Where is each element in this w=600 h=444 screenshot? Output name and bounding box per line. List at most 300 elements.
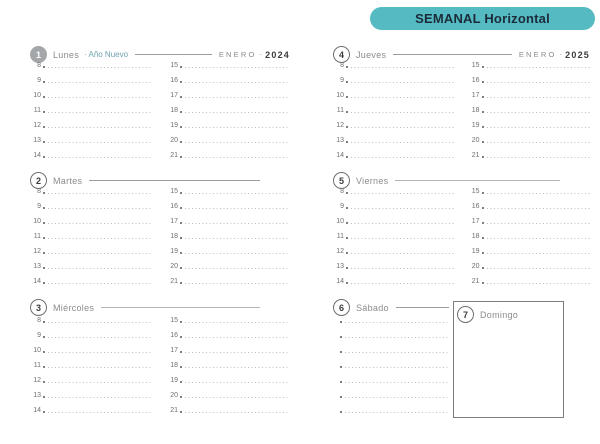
slot-line xyxy=(30,137,153,145)
slot-line xyxy=(338,351,449,355)
slot-line xyxy=(30,92,153,100)
dotted-writing-line xyxy=(351,97,455,98)
slot-line xyxy=(30,407,153,415)
bullet-dot-icon xyxy=(346,81,348,83)
bullet-dot-icon xyxy=(43,141,45,143)
dotted-writing-line xyxy=(487,157,591,158)
time-slot-row xyxy=(30,256,290,271)
hour-label: 15 xyxy=(471,62,480,69)
dotted-writing-line xyxy=(351,208,455,209)
bullet-dot-icon xyxy=(180,411,182,413)
bullet-dot-icon xyxy=(180,96,182,98)
hour-label: 11 xyxy=(33,233,41,240)
dotted-writing-line xyxy=(185,352,290,353)
dotted-writing-line xyxy=(185,337,290,338)
dotted-writing-line xyxy=(345,337,449,338)
hour-label: 8 xyxy=(37,62,41,69)
bullet-dot-icon xyxy=(180,207,182,209)
dotted-writing-line xyxy=(48,253,153,254)
time-slot-row xyxy=(333,145,590,160)
hour-label: 10 xyxy=(33,218,41,225)
hour-label: 12 xyxy=(33,377,41,384)
bullet-dot-icon xyxy=(180,381,182,383)
time-slot-row xyxy=(333,211,590,226)
dotted-writing-line xyxy=(487,142,591,143)
hour-label: 11 xyxy=(336,107,344,114)
slot-line xyxy=(30,218,153,226)
hour-label: 11 xyxy=(33,107,41,114)
slot-line xyxy=(167,377,290,385)
bullet-dot-icon xyxy=(180,222,182,224)
bullet-dot-icon xyxy=(346,141,348,143)
domingo-box xyxy=(453,301,564,418)
slot-line xyxy=(30,77,153,85)
hour-label: 11 xyxy=(33,362,41,369)
time-slot-row xyxy=(333,70,590,85)
slot-line xyxy=(167,407,290,415)
day-name-label: Domingo xyxy=(480,309,519,320)
time-slot-row xyxy=(30,211,290,226)
bullet-dot-icon xyxy=(482,96,484,98)
dotted-writing-line xyxy=(48,157,153,158)
dotted-writing-line xyxy=(185,367,290,368)
slot-line xyxy=(167,107,290,115)
hour-label: 19 xyxy=(170,122,178,129)
slot-line xyxy=(167,263,290,271)
time-slot-row xyxy=(333,271,590,286)
page-left xyxy=(30,46,290,426)
slot-line xyxy=(333,263,455,271)
time-slot-row xyxy=(333,130,590,145)
hour-label: 10 xyxy=(33,347,41,354)
hour-label: 20 xyxy=(170,263,178,270)
slot-line xyxy=(167,278,290,286)
slot-line xyxy=(30,332,153,340)
dotted-writing-line xyxy=(48,67,153,68)
slot-line xyxy=(30,203,153,211)
slot-line xyxy=(333,233,455,241)
slot-line xyxy=(167,218,290,226)
slot-line xyxy=(338,366,449,370)
hour-label: 14 xyxy=(336,152,344,159)
bullet-dot-icon xyxy=(43,81,45,83)
bullet-dot-icon xyxy=(340,396,342,398)
bullet-dot-icon xyxy=(180,156,182,158)
dotted-writing-line xyxy=(185,157,290,158)
slot-line xyxy=(167,122,290,130)
hour-label: 21 xyxy=(471,152,480,159)
dotted-writing-line xyxy=(185,97,290,98)
dotted-writing-line xyxy=(48,337,153,338)
hour-label: 13 xyxy=(33,392,41,399)
time-grid-jueves xyxy=(333,55,590,160)
slot-line xyxy=(338,336,449,340)
time-slot-row xyxy=(30,100,290,115)
time-slot-row xyxy=(30,310,290,325)
slot-line xyxy=(30,377,153,385)
hour-label: 9 xyxy=(37,332,41,339)
hour-label: 16 xyxy=(471,203,480,210)
bullet-dot-icon xyxy=(180,321,182,323)
dotted-writing-line xyxy=(345,397,449,398)
bullet-dot-icon xyxy=(482,66,484,68)
bullet-dot-icon xyxy=(482,207,484,209)
time-grid-miercoles xyxy=(30,310,290,415)
bullet-dot-icon xyxy=(43,321,45,323)
dotted-writing-line xyxy=(487,112,591,113)
bullet-dot-icon xyxy=(43,207,45,209)
dotted-writing-line xyxy=(351,112,455,113)
day-number-badge: 6 xyxy=(333,299,350,316)
time-slot-row xyxy=(30,355,290,370)
time-slot-row xyxy=(333,256,590,271)
time-slot-row xyxy=(30,385,290,400)
hour-label: 9 xyxy=(340,77,344,84)
bullet-dot-icon xyxy=(43,192,45,194)
bullet-dot-icon xyxy=(340,366,342,368)
year-label: 2025 xyxy=(565,49,590,60)
dotted-writing-line xyxy=(185,193,290,194)
title-badge: SEMANAL Horizontal xyxy=(370,7,595,30)
slot-line xyxy=(333,248,455,256)
day-name-label: Lunes xyxy=(53,49,80,60)
bullet-dot-icon xyxy=(180,366,182,368)
dotted-writing-line xyxy=(185,142,290,143)
bullet-dot-icon xyxy=(482,126,484,128)
hour-label: 14 xyxy=(33,407,41,414)
slot-line xyxy=(167,248,290,256)
hour-label: 14 xyxy=(33,152,41,159)
slot-line xyxy=(30,248,153,256)
dotted-writing-line xyxy=(351,268,455,269)
dotted-writing-line xyxy=(48,208,153,209)
bullet-dot-icon xyxy=(43,411,45,413)
hour-label: 18 xyxy=(471,233,480,240)
dotted-writing-line xyxy=(487,253,591,254)
slot-line xyxy=(30,188,153,196)
bullet-dot-icon xyxy=(346,66,348,68)
slot-line xyxy=(333,203,455,211)
slot-line xyxy=(30,278,153,286)
day-name-label: Martes xyxy=(53,175,83,186)
hour-label: 13 xyxy=(33,263,41,270)
slot-line xyxy=(333,137,455,145)
slot-line xyxy=(167,332,290,340)
time-slot-row xyxy=(30,271,290,286)
slot-line xyxy=(469,62,591,70)
hour-label: 17 xyxy=(170,218,178,225)
hour-label: 16 xyxy=(170,332,178,339)
hour-label: 18 xyxy=(170,107,178,114)
day-number-badge: 4 xyxy=(333,46,350,63)
hour-label: 13 xyxy=(336,263,344,270)
dotted-writing-line xyxy=(345,367,449,368)
slot-line xyxy=(333,62,455,70)
bullet-dot-icon xyxy=(43,366,45,368)
note-row xyxy=(338,385,449,400)
slot-line xyxy=(469,278,591,286)
day-name-label: Viernes xyxy=(356,175,389,186)
time-slot-row xyxy=(30,370,290,385)
time-slot-row xyxy=(30,226,290,241)
day-name-label: Sábado xyxy=(356,302,389,313)
dotted-writing-line xyxy=(185,223,290,224)
dotted-writing-line xyxy=(48,397,153,398)
slot-line xyxy=(30,392,153,400)
bullet-dot-icon xyxy=(482,282,484,284)
hour-label: 9 xyxy=(37,77,41,84)
bullet-dot-icon xyxy=(340,321,342,323)
time-slot-row xyxy=(30,70,290,85)
hour-label: 21 xyxy=(471,278,480,285)
hour-label: 19 xyxy=(471,122,480,129)
hour-label: 15 xyxy=(170,188,178,195)
bullet-dot-icon xyxy=(43,252,45,254)
slot-line xyxy=(167,233,290,241)
dotted-writing-line xyxy=(487,82,591,83)
dotted-writing-line xyxy=(345,412,449,413)
dotted-writing-line xyxy=(185,397,290,398)
dotted-writing-line xyxy=(48,268,153,269)
dotted-writing-line xyxy=(185,82,290,83)
bullet-dot-icon xyxy=(43,111,45,113)
dotted-writing-line xyxy=(48,352,153,353)
bullet-dot-icon xyxy=(482,222,484,224)
bullet-dot-icon xyxy=(43,222,45,224)
time-slot-row xyxy=(30,115,290,130)
slot-line xyxy=(30,362,153,370)
dotted-writing-line xyxy=(48,382,153,383)
day-name-label: Miércoles xyxy=(53,302,95,313)
dotted-writing-line xyxy=(487,283,591,284)
hour-label: 8 xyxy=(37,188,41,195)
slot-line xyxy=(469,233,591,241)
dotted-writing-line xyxy=(487,97,591,98)
slot-line xyxy=(167,152,290,160)
time-grid-martes xyxy=(30,181,290,286)
slot-line xyxy=(333,92,455,100)
bullet-dot-icon xyxy=(180,267,182,269)
hour-label: 17 xyxy=(170,92,178,99)
dotted-writing-line xyxy=(48,82,153,83)
dotted-writing-line xyxy=(351,142,455,143)
slot-line xyxy=(338,321,449,325)
bullet-dot-icon xyxy=(340,411,342,413)
dotted-writing-line xyxy=(345,352,449,353)
time-slot-row xyxy=(30,181,290,196)
hour-label: 20 xyxy=(471,137,480,144)
hour-label: 19 xyxy=(170,377,178,384)
hour-label: 8 xyxy=(340,62,344,69)
slot-line xyxy=(167,137,290,145)
slot-line xyxy=(469,248,591,256)
slot-line xyxy=(167,203,290,211)
time-slot-row xyxy=(333,85,590,100)
slot-line xyxy=(167,92,290,100)
note-grid-sabado xyxy=(338,310,449,415)
hour-label: 15 xyxy=(471,188,480,195)
time-slot-row xyxy=(333,181,590,196)
dotted-writing-line xyxy=(48,127,153,128)
bullet-dot-icon xyxy=(180,111,182,113)
slot-line xyxy=(469,218,591,226)
slot-line xyxy=(469,92,591,100)
bullet-dot-icon xyxy=(346,267,348,269)
dotted-writing-line xyxy=(48,223,153,224)
slot-line xyxy=(30,263,153,271)
dotted-writing-line xyxy=(185,208,290,209)
bullet-dot-icon xyxy=(43,282,45,284)
day-header-domingo xyxy=(454,302,563,323)
hour-label: 15 xyxy=(170,317,178,324)
time-grid-lunes xyxy=(30,55,290,160)
time-slot-row xyxy=(30,340,290,355)
bullet-dot-icon xyxy=(43,336,45,338)
dotted-writing-line xyxy=(351,238,455,239)
dotted-writing-line xyxy=(351,67,455,68)
slot-line xyxy=(469,77,591,85)
hour-label: 16 xyxy=(170,203,178,210)
note-row xyxy=(338,355,449,370)
slot-line xyxy=(30,152,153,160)
hour-label: 21 xyxy=(170,152,178,159)
time-slot-row xyxy=(30,55,290,70)
time-slot-row xyxy=(30,241,290,256)
hour-label: 19 xyxy=(170,248,178,255)
month-year-separator: · xyxy=(559,50,563,59)
note-row xyxy=(338,310,449,325)
hour-label: 10 xyxy=(336,92,344,99)
day-number-badge: 7 xyxy=(457,306,474,323)
hour-label: 12 xyxy=(336,122,344,129)
month-year-separator: · xyxy=(259,50,263,59)
slot-line xyxy=(30,122,153,130)
dotted-writing-line xyxy=(487,268,591,269)
time-slot-row xyxy=(30,145,290,160)
slot-line xyxy=(30,107,153,115)
bullet-dot-icon xyxy=(180,396,182,398)
slot-line xyxy=(333,218,455,226)
slot-line xyxy=(469,107,591,115)
bullet-dot-icon xyxy=(43,96,45,98)
slot-line xyxy=(469,122,591,130)
hour-label: 21 xyxy=(170,278,178,285)
day-number-badge: 3 xyxy=(30,299,47,316)
hour-label: 12 xyxy=(336,248,344,255)
hour-label: 15 xyxy=(170,62,178,69)
bullet-dot-icon xyxy=(346,192,348,194)
time-slot-row xyxy=(30,196,290,211)
hour-label: 14 xyxy=(33,278,41,285)
slot-line xyxy=(167,77,290,85)
time-slot-row xyxy=(30,130,290,145)
dotted-writing-line xyxy=(351,127,455,128)
bullet-dot-icon xyxy=(346,237,348,239)
time-slot-row xyxy=(333,115,590,130)
day-number-badge: 5 xyxy=(333,172,350,189)
bullet-dot-icon xyxy=(482,237,484,239)
bullet-dot-icon xyxy=(180,351,182,353)
dotted-writing-line xyxy=(487,238,591,239)
slot-line xyxy=(469,137,591,145)
day-number-badge: 1 xyxy=(30,46,47,63)
slot-line xyxy=(469,263,591,271)
time-slot-row xyxy=(333,241,590,256)
bullet-dot-icon xyxy=(180,282,182,284)
month-label: ENERO xyxy=(518,50,557,59)
dotted-writing-line xyxy=(345,322,449,323)
dotted-writing-line xyxy=(185,412,290,413)
hour-label: 16 xyxy=(170,77,178,84)
hour-label: 17 xyxy=(471,92,480,99)
slot-line xyxy=(167,317,290,325)
bullet-dot-icon xyxy=(346,207,348,209)
hour-label: 19 xyxy=(471,248,480,255)
dotted-writing-line xyxy=(345,382,449,383)
dotted-writing-line xyxy=(487,208,591,209)
dotted-writing-line xyxy=(185,238,290,239)
hour-label: 9 xyxy=(340,203,344,210)
bullet-dot-icon xyxy=(346,126,348,128)
hour-label: 10 xyxy=(33,92,41,99)
bullet-dot-icon xyxy=(340,336,342,338)
slot-line xyxy=(333,278,455,286)
holiday-note: · Año Nuevo xyxy=(84,50,129,59)
bullet-dot-icon xyxy=(43,237,45,239)
hour-label: 11 xyxy=(336,233,344,240)
hour-label: 8 xyxy=(37,317,41,324)
hour-label: 17 xyxy=(170,347,178,354)
hour-label: 21 xyxy=(170,407,178,414)
header-rule xyxy=(101,307,260,308)
bullet-dot-icon xyxy=(346,96,348,98)
dotted-writing-line xyxy=(185,253,290,254)
slot-line xyxy=(333,152,455,160)
time-grid-viernes xyxy=(333,181,590,286)
bullet-dot-icon xyxy=(482,111,484,113)
hour-label: 20 xyxy=(170,392,178,399)
slot-line xyxy=(30,347,153,355)
dotted-writing-line xyxy=(48,112,153,113)
bullet-dot-icon xyxy=(180,237,182,239)
dotted-writing-line xyxy=(351,82,455,83)
hour-label: 14 xyxy=(336,278,344,285)
bullet-dot-icon xyxy=(43,396,45,398)
slot-line xyxy=(333,107,455,115)
dotted-writing-line xyxy=(48,412,153,413)
bullet-dot-icon xyxy=(43,126,45,128)
bullet-dot-icon xyxy=(346,282,348,284)
slot-line xyxy=(333,122,455,130)
time-slot-row xyxy=(30,400,290,415)
time-slot-row xyxy=(30,325,290,340)
note-row xyxy=(338,400,449,415)
hour-label: 18 xyxy=(471,107,480,114)
bullet-dot-icon xyxy=(180,192,182,194)
dotted-writing-line xyxy=(48,97,153,98)
header-rule xyxy=(396,307,449,308)
bullet-dot-icon xyxy=(482,252,484,254)
time-slot-row xyxy=(333,100,590,115)
hour-label: 12 xyxy=(33,122,41,129)
dotted-writing-line xyxy=(351,283,455,284)
bullet-dot-icon xyxy=(180,252,182,254)
hour-label: 13 xyxy=(336,137,344,144)
bullet-dot-icon xyxy=(43,66,45,68)
bullet-dot-icon xyxy=(482,267,484,269)
dotted-writing-line xyxy=(351,193,455,194)
note-row xyxy=(338,325,449,340)
